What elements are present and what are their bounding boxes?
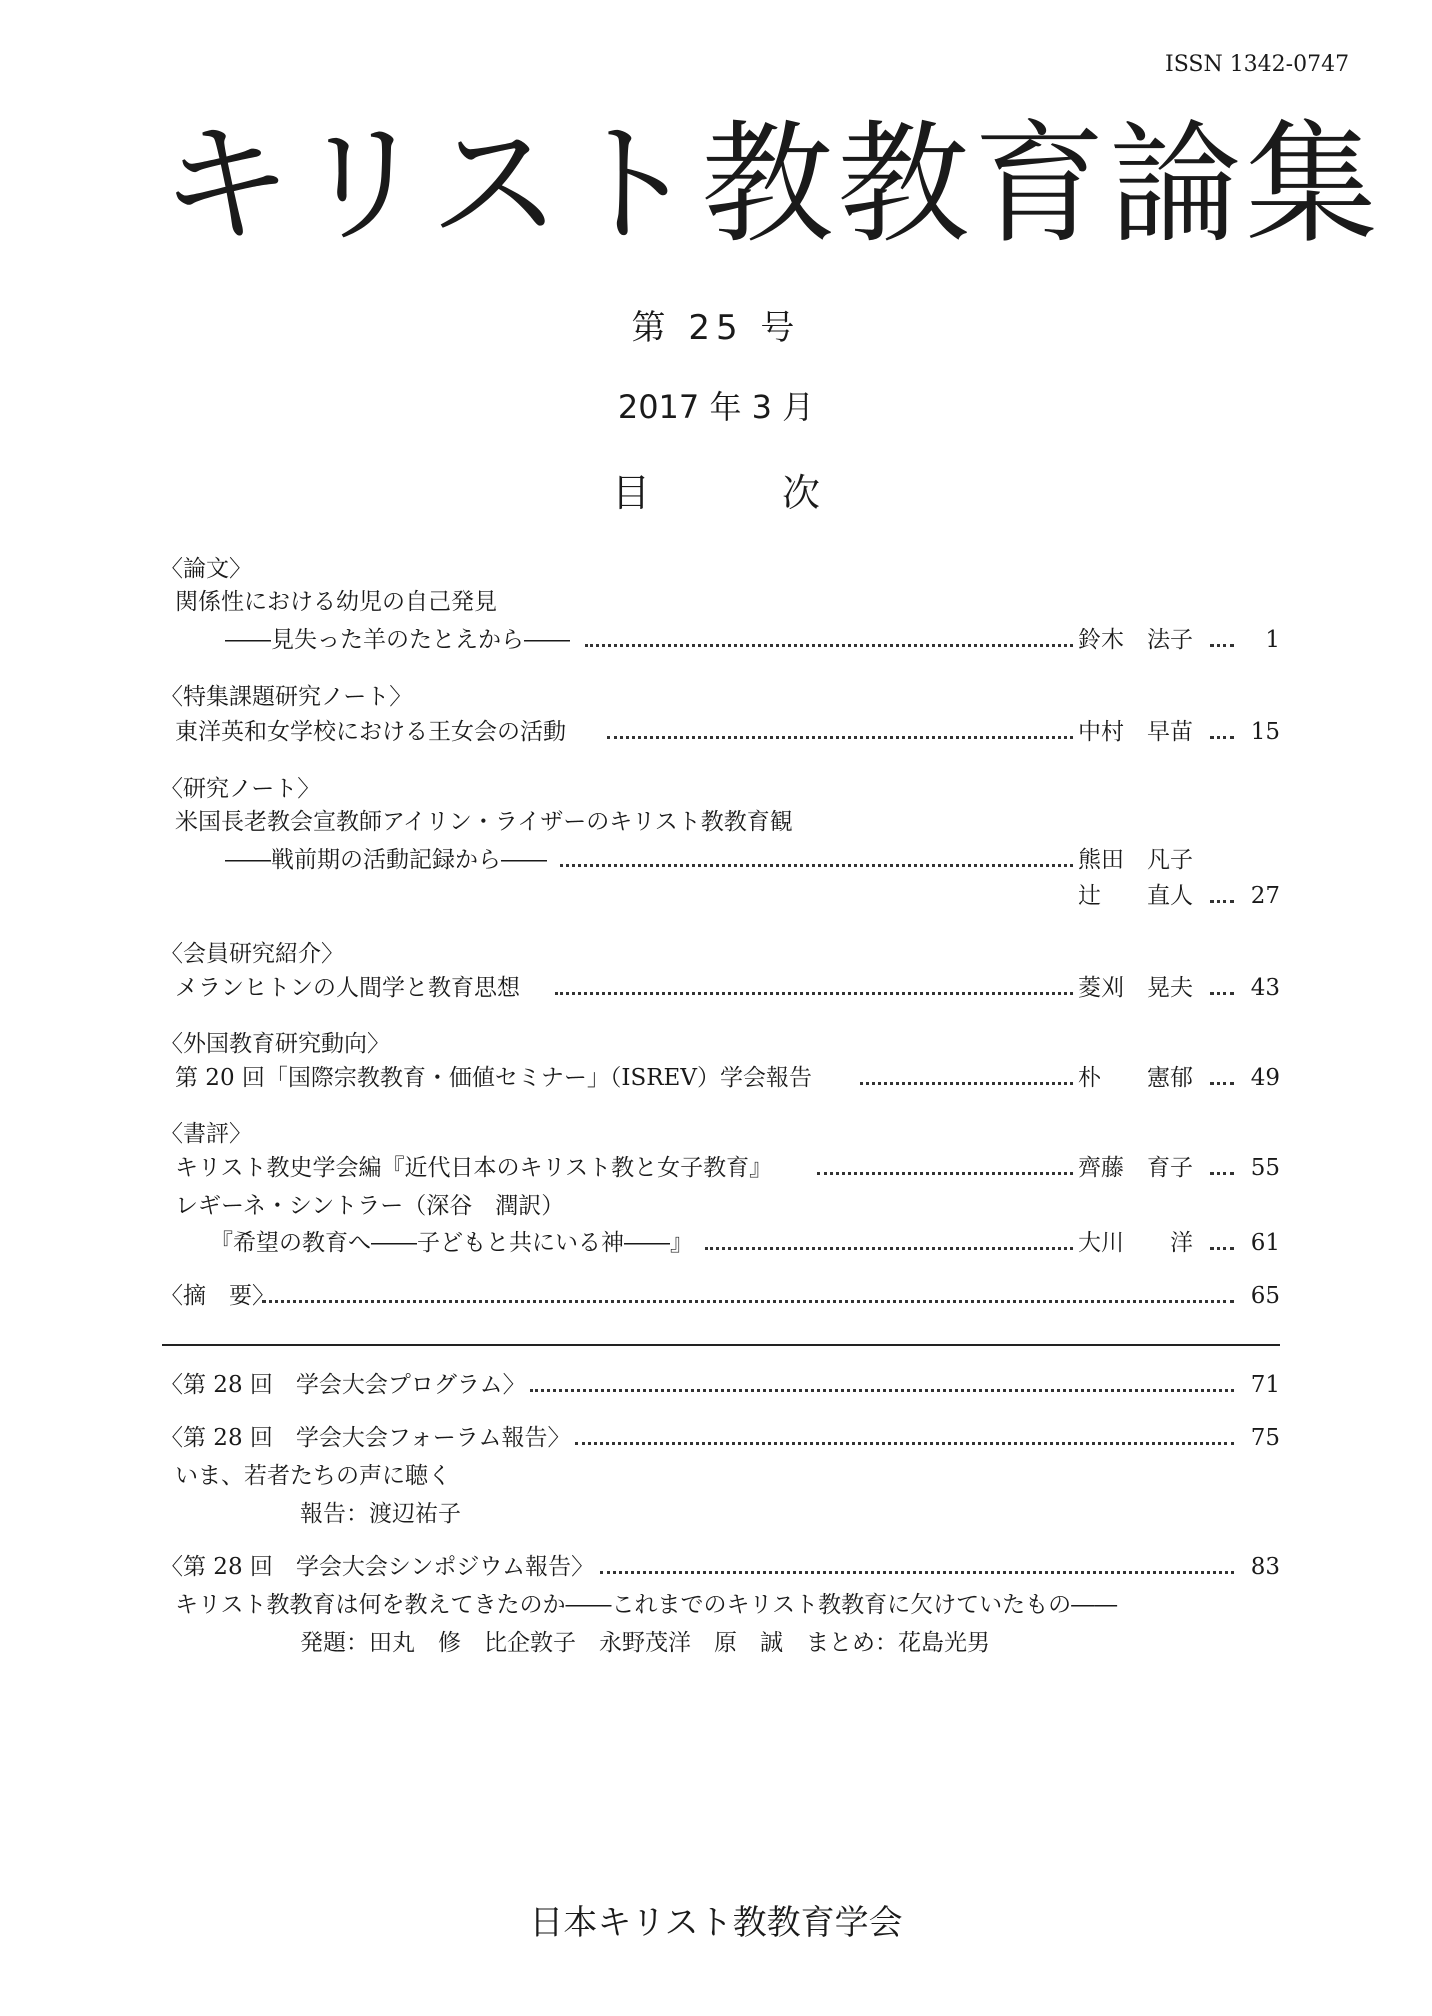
entry-author: 齊藤 育子	[1078, 1155, 1193, 1181]
toc-entry[interactable]	[0, 624, 1432, 656]
symposium-title: キリスト教教育は何を教えてきたのか――これまでのキリスト教教育に欠けていたもの――	[175, 1592, 1118, 1618]
toc-entry[interactable]	[0, 1227, 1432, 1259]
dot-leader	[560, 864, 1073, 867]
section-divider	[162, 1344, 1280, 1346]
toc-entry-cont[interactable]	[0, 880, 1432, 912]
entry-page: 55	[1250, 1155, 1280, 1181]
entry-author: 熊田 凡子	[1078, 847, 1193, 873]
toc-entry[interactable]	[0, 1422, 1432, 1454]
dot-leader	[585, 644, 1073, 647]
entry-author: 菱刈 晃夫	[1078, 975, 1193, 1001]
toc-entry[interactable]	[0, 716, 1432, 748]
entry-page: 43	[1250, 975, 1280, 1001]
entry-page: 49	[1250, 1065, 1280, 1091]
entry-author: 辻 直人	[1078, 883, 1193, 909]
toc-entry[interactable]	[0, 844, 1432, 876]
entry-page: 71	[1250, 1372, 1280, 1398]
dot-leader	[1210, 1247, 1234, 1250]
toc-entry[interactable]	[0, 1551, 1432, 1583]
dot-leader	[1210, 1082, 1234, 1085]
entry-title: 〈摘 要〉	[160, 1283, 275, 1309]
category-tokushu: 〈特集課題研究ノート〉	[160, 684, 413, 710]
entry-page: 1	[1265, 627, 1280, 653]
entry-page: 15	[1250, 719, 1280, 745]
journal-title: キリスト教教育論集	[160, 108, 1382, 262]
entry-page: 83	[1250, 1554, 1280, 1580]
dot-leader	[1210, 992, 1234, 995]
dot-leader	[705, 1247, 1073, 1250]
dot-leader	[600, 1571, 1234, 1574]
toc-entry[interactable]	[0, 1369, 1432, 1401]
toc-entry[interactable]	[0, 1280, 1432, 1312]
dot-leader	[1210, 736, 1234, 739]
issn-number: ISSN 1342-0747	[1165, 52, 1350, 77]
entry-title: 〈第 28 回 学会大会フォーラム報告〉	[160, 1425, 571, 1451]
category-gaikoku: 〈外国教育研究動向〉	[160, 1031, 390, 1057]
category-kaiin: 〈会員研究紹介〉	[160, 941, 344, 967]
entry-author: 大川 洋	[1078, 1230, 1193, 1256]
toc-entry[interactable]	[0, 972, 1432, 1004]
entry-author: 鈴木 法子	[1078, 627, 1193, 653]
category-ronbun: 〈論文〉	[160, 556, 252, 582]
dot-leader	[262, 1300, 1234, 1303]
forum-title: いま、若者たちの声に聴く	[175, 1463, 451, 1489]
entry-subtitle: ――見失った羊のたとえから――	[225, 627, 570, 653]
category-shohyo: 〈書評〉	[160, 1121, 252, 1147]
forum-reporter: 報告：渡辺祐子	[300, 1501, 461, 1527]
entry-author: 中村 早苗	[1078, 719, 1193, 745]
symposium-speakers: 発題：田丸 修 比企敦子 永野茂洋 原 誠 まとめ：花島光男	[300, 1630, 990, 1656]
entry-title: レギーネ・シントラー（深谷 潤訳）	[175, 1193, 565, 1219]
entry-subtitle: ――戦前期の活動記録から――	[225, 847, 547, 873]
dot-leader	[1210, 644, 1234, 647]
dot-leader	[607, 736, 1073, 739]
entry-title: 第 20 回「国際宗教教育・価値セミナー」（ISREV）学会報告	[175, 1065, 812, 1091]
dot-leader	[555, 992, 1073, 995]
entry-page: 65	[1250, 1283, 1280, 1309]
entry-title: 〈第 28 回 学会大会プログラム〉	[160, 1372, 526, 1398]
contents-heading: 目 次	[611, 471, 881, 515]
entry-title: 米国長老教会宣教師アイリン・ライザーのキリスト教教育観	[175, 809, 793, 835]
toc-entry[interactable]	[0, 1062, 1432, 1094]
entry-title: メランヒトンの人間学と教育思想	[175, 975, 520, 1001]
entry-title: 東洋英和女学校における王女会の活動	[175, 719, 566, 745]
entry-author: 朴 憲郁	[1078, 1065, 1193, 1091]
dot-leader	[530, 1389, 1234, 1392]
issue-date: 2017 年 3 月	[617, 388, 815, 426]
dot-leader	[575, 1442, 1234, 1445]
entry-title: 〈第 28 回 学会大会シンポジウム報告〉	[160, 1554, 595, 1580]
entry-page: 75	[1250, 1425, 1280, 1451]
dot-leader	[1210, 1172, 1234, 1175]
publisher: 日本キリスト教教育学会	[529, 1903, 903, 1943]
entry-title: 関係性における幼児の自己発見	[175, 589, 497, 615]
entry-title: キリスト教史学会編『近代日本のキリスト教と女子教育』	[175, 1155, 773, 1181]
dot-leader	[860, 1082, 1073, 1085]
entry-page: 61	[1250, 1230, 1280, 1256]
entry-page: 27	[1250, 883, 1280, 909]
entry-title: 『希望の教育へ――子どもと共にいる神――』	[210, 1230, 693, 1256]
toc-entry[interactable]	[0, 1152, 1432, 1184]
issue-number: 第 25 号	[631, 308, 801, 348]
category-kenkyu: 〈研究ノート〉	[160, 776, 321, 802]
dot-leader	[1210, 900, 1234, 903]
dot-leader	[817, 1172, 1073, 1175]
